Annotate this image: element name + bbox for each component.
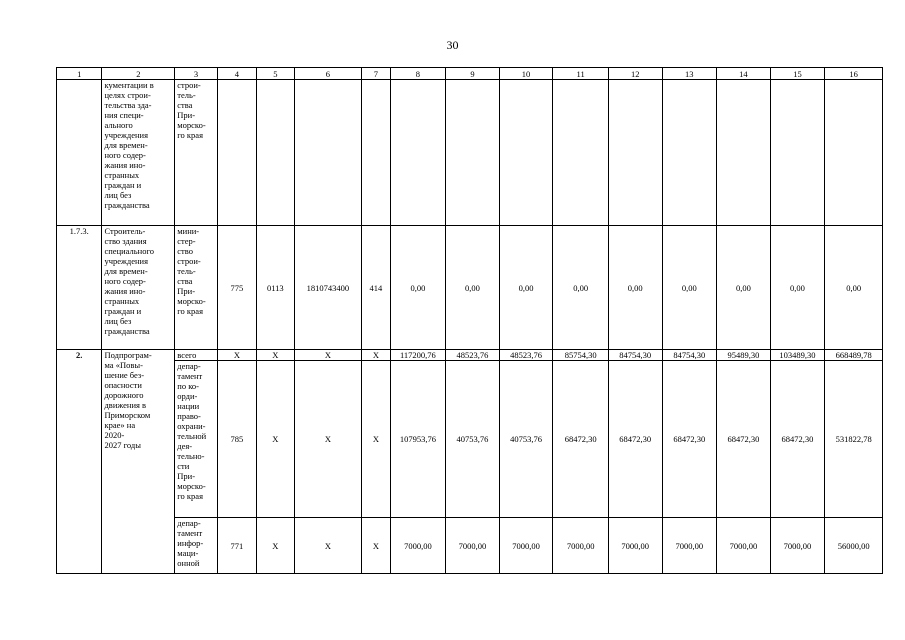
grbs-code-cell: [217, 80, 256, 226]
value-cell: 0,00: [717, 226, 771, 350]
executor-cell: депар- тамент инфор- маци- онной: [175, 518, 217, 574]
column-number: 12: [608, 68, 662, 80]
value-cell: [608, 80, 662, 226]
total-value-cell: 531822,78: [825, 361, 883, 518]
executor-cell: мини- стер- ство строи- тель- ства При- морско- го края: [175, 226, 217, 350]
column-number: 16: [825, 68, 883, 80]
value-cell: 7000,00: [499, 518, 553, 574]
section-code-cell: [257, 80, 294, 226]
value-cell: 68472,30: [770, 361, 825, 518]
column-number: 1: [57, 68, 102, 80]
target-article-cell: X: [294, 361, 362, 518]
table-row: [57, 361, 883, 518]
value-cell: 7000,00: [770, 518, 825, 574]
item-name-cell: Строитель- ство здания специального учреждения для времен- ного содер- жания ино- странных граждан и лиц без гражданства: [102, 226, 175, 350]
value-cell: 7000,00: [446, 518, 500, 574]
column-number-row: [57, 68, 883, 80]
section-code-cell: 0113: [257, 226, 294, 350]
column-number: 9: [446, 68, 500, 80]
value-cell: 68472,30: [662, 361, 717, 518]
value-cell: [446, 80, 500, 226]
value-cell: 0,00: [608, 226, 662, 350]
value-cell: [770, 80, 825, 226]
value-cell: 7000,00: [717, 518, 771, 574]
table-row: [57, 226, 883, 350]
executor-cell: строи- тель- ства При- морско- го края: [175, 80, 217, 226]
value-cell: 0,00: [553, 226, 609, 350]
column-number: 2: [102, 68, 175, 80]
value-cell: 7000,00: [390, 518, 446, 574]
value-cell: 103489,30: [770, 350, 825, 361]
value-cell: 68472,30: [553, 361, 609, 518]
item-number-cell: [57, 80, 102, 226]
total-value-cell: 0,00: [825, 226, 883, 350]
table-row: [57, 350, 883, 361]
total-value-cell: [825, 80, 883, 226]
column-number: 15: [770, 68, 825, 80]
executor-cell: всего: [175, 350, 217, 361]
section-code-cell: X: [257, 361, 294, 518]
total-value-cell: 668489,78: [825, 350, 883, 361]
value-cell: 0,00: [770, 226, 825, 350]
table-row: [57, 518, 883, 574]
target-article-cell: 1810743400: [294, 226, 362, 350]
value-cell: 95489,30: [717, 350, 771, 361]
grbs-code-cell: 775: [217, 226, 256, 350]
total-value-cell: 56000,00: [825, 518, 883, 574]
section-code-cell: X: [257, 518, 294, 574]
column-number: 5: [257, 68, 294, 80]
value-cell: [553, 80, 609, 226]
expense-type-cell: 414: [362, 226, 390, 350]
column-number: 3: [175, 68, 217, 80]
value-cell: [499, 80, 553, 226]
item-number-cell: 2.: [57, 350, 102, 574]
value-cell: 40753,76: [446, 361, 500, 518]
value-cell: 7000,00: [553, 518, 609, 574]
value-cell: 0,00: [499, 226, 553, 350]
expense-type-cell: X: [362, 350, 390, 361]
value-cell: 68472,30: [608, 361, 662, 518]
value-cell: 117200,76: [390, 350, 446, 361]
value-cell: 0,00: [446, 226, 500, 350]
grbs-code-cell: X: [217, 350, 256, 361]
section-code-cell: X: [257, 350, 294, 361]
value-cell: 107953,76: [390, 361, 446, 518]
value-cell: 7000,00: [662, 518, 717, 574]
expense-type-cell: X: [362, 361, 390, 518]
column-number: 14: [717, 68, 771, 80]
page-number: 30: [446, 38, 459, 52]
value-cell: 68472,30: [717, 361, 771, 518]
value-cell: 48523,76: [446, 350, 500, 361]
value-cell: 85754,30: [553, 350, 609, 361]
value-cell: 48523,76: [499, 350, 553, 361]
value-cell: 84754,30: [662, 350, 717, 361]
executor-cell: депар- тамент по ко- орди- нации право- охрани- тельной дея- тельно- сти При- морско- го края: [175, 361, 217, 518]
column-number: 8: [390, 68, 446, 80]
column-number: 7: [362, 68, 390, 80]
column-number: 4: [217, 68, 256, 80]
item-name-cell: кументации в целях строи- тельства зда- ния специ- ального учреждения для времен- ного содер- жания ино- странных граждан и лиц без гражданства: [102, 80, 175, 226]
expense-type-cell: [362, 80, 390, 226]
item-number-cell: 1.7.3.: [57, 226, 102, 350]
budget-table: [56, 67, 883, 574]
value-cell: 0,00: [662, 226, 717, 350]
item-name-cell: Подпрограм- ма «Повы- шение без- опасности дорожного движения в Приморском крае» на 2020- 2027 годы: [102, 350, 175, 574]
expense-type-cell: X: [362, 518, 390, 574]
value-cell: 7000,00: [608, 518, 662, 574]
column-number: 13: [662, 68, 717, 80]
value-cell: [662, 80, 717, 226]
value-cell: [717, 80, 771, 226]
value-cell: 84754,30: [608, 350, 662, 361]
grbs-code-cell: 771: [217, 518, 256, 574]
target-article-cell: X: [294, 350, 362, 361]
grbs-code-cell: 785: [217, 361, 256, 518]
target-article-cell: [294, 80, 362, 226]
target-article-cell: X: [294, 518, 362, 574]
table-row: [57, 80, 883, 226]
value-cell: 40753,76: [499, 361, 553, 518]
value-cell: 0,00: [390, 226, 446, 350]
column-number: 10: [499, 68, 553, 80]
value-cell: [390, 80, 446, 226]
column-number: 6: [294, 68, 362, 80]
column-number: 11: [553, 68, 609, 80]
